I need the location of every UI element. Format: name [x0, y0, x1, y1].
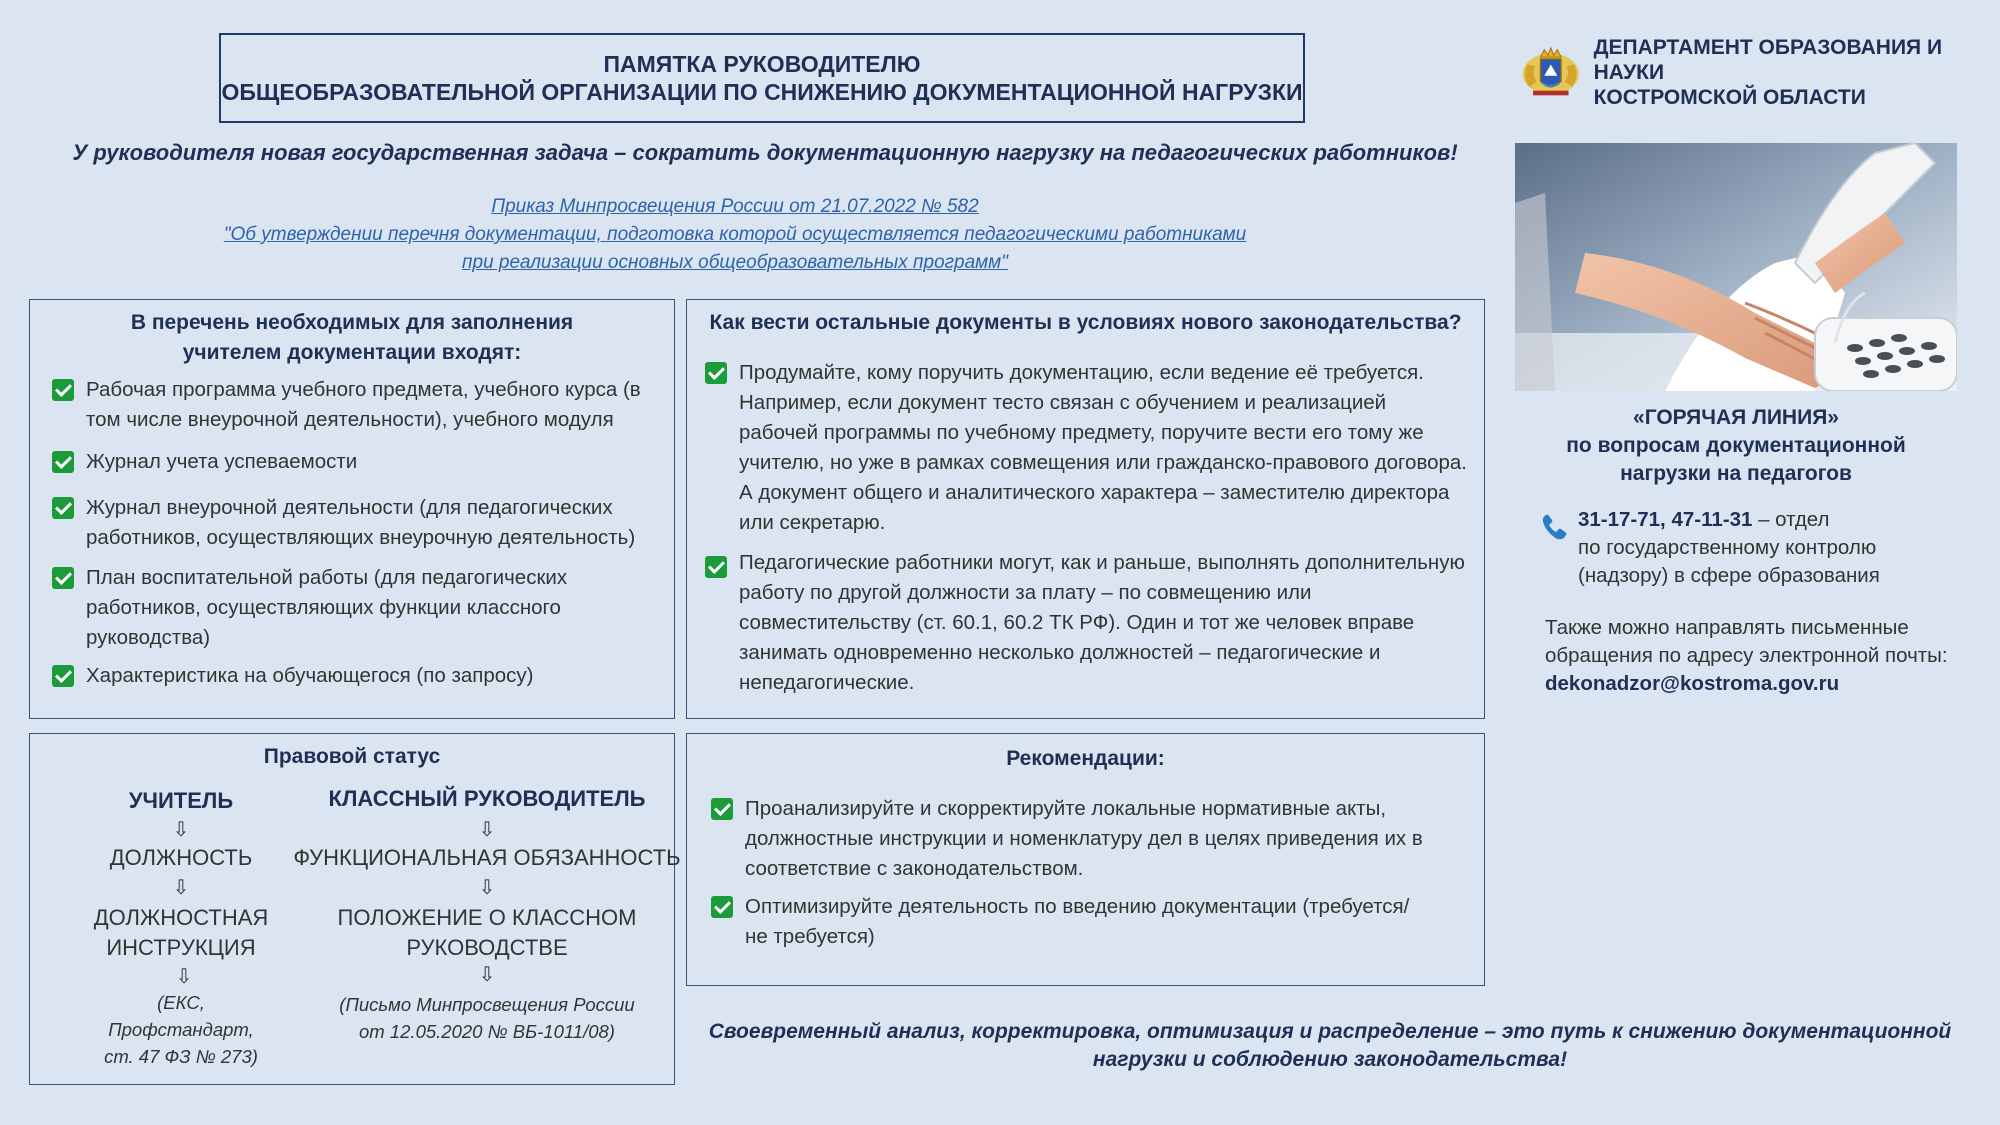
- list-item: Оптимизируйте деятельность по введению документации (требуется/ не требуется): [711, 892, 1431, 952]
- title-line-2: ОБЩЕОБРАЗОВАТЕЛЬНОЙ ОРГАНИЗАЦИИ ПО СНИЖЕНИЮ ДОКУМЕНТАЦИОННОЙ НАГРУЗКИ: [221, 79, 1303, 105]
- subtitle: У руководителя новая государственная задача – сократить документационную нагрузку на педагогических работников!: [72, 140, 1458, 165]
- checkbox-checked-icon: [705, 556, 727, 578]
- list-item: Рабочая программа учебного предмета, учебного курса (в том числе внеурочной деятельности), учебного модуля: [52, 375, 662, 435]
- other-docs-heading: Как вести остальные документы в условиях нового законодательства?: [709, 311, 1462, 334]
- hotline-phones[interactable]: 31-17-71, 47-11-31: [1578, 508, 1753, 531]
- required-docs-panel: [29, 299, 675, 719]
- order-line-3[interactable]: при реализации основных общеобразовательных программ": [462, 252, 1008, 273]
- teacher-label: УЧИТЕЛЬ: [128, 788, 234, 813]
- checkbox-checked-icon: [705, 362, 727, 384]
- recommendations-heading: Рекомендации:: [1006, 747, 1165, 770]
- hotline-contacts: 31-17-71, 47-11-31 – отдел по государственному контролю (надзору) в сфере образования: [1540, 506, 1960, 590]
- checkbox-checked-icon: [52, 451, 74, 473]
- order-link[interactable]: [200, 193, 1270, 277]
- legal-status-heading: Правовой статус: [263, 745, 441, 768]
- down-arrow-icon: ⇩: [478, 819, 496, 841]
- checkbox-checked-icon: [52, 379, 74, 401]
- class-teacher-legal-reference: (Письмо Минпросвещения России от 12.05.2020 № ВБ-1011/08): [339, 994, 635, 1042]
- email-contact: [1545, 614, 1965, 698]
- dept-name-line-1: ДЕПАРТАМЕНТ ОБРАЗОВАНИЯ И НАУКИ: [1593, 35, 1943, 84]
- department-header: [1520, 35, 1990, 109]
- down-arrow-icon: ⇩: [172, 877, 190, 899]
- class-teacher-label: КЛАССНЫЙ РУКОВОДИТЕЛЬ: [328, 786, 646, 811]
- email-link[interactable]: dekonadzor@kostroma.gov.ru: [1545, 672, 1840, 695]
- checkbox-checked-icon: [711, 798, 733, 820]
- page-title: [219, 33, 1305, 123]
- required-docs-heading-2: учителем документации входят:: [182, 341, 522, 364]
- list-item: Журнал внеурочной деятельности (для педагогических работников, осуществляющих внеурочную деятельность): [52, 493, 662, 553]
- phone-photo: [1515, 143, 1957, 391]
- checkbox-checked-icon: [52, 567, 74, 589]
- other-docs-panel: [686, 299, 1485, 719]
- regulation-label: ПОЛОЖЕНИЕ О КЛАССНОМ РУКОВОДСТВЕ: [337, 905, 637, 960]
- required-docs-heading-1: В перечень необходимых для заполнения: [130, 311, 574, 334]
- job-instruction-label: ДОЛЖНОСТНАЯ ИНСТРУКЦИЯ: [93, 905, 269, 960]
- footer-slogan: Своевременный анализ, корректировка, оптимизация и распределение – это путь к снижению документационной нагрузки и соблюдению законодательства!: [708, 1020, 1952, 1071]
- title-line-1: ПАМЯТКА РУКОВОДИТЕЛЮ: [603, 51, 921, 77]
- email-intro: Также можно направлять письменные обращения по адресу электронной почты:: [1545, 616, 1948, 667]
- list-item: Педагогические работники могут, как и раньше, выполнять дополнительную работу по другой должности за плату – по совмещению или совместительству (ст. 60.1, 60.2 ТК РФ). Один и тот же человек вправе занимать одновременно несколько должностей – педагогические и непедагогические.: [705, 548, 1467, 698]
- phone-icon: [1540, 512, 1570, 542]
- list-item: Проанализируйте и скорректируйте локальные нормативные акты, должностные инструкции и номенклатуру дел в целях приведения их в соответствие с законодательством.: [711, 794, 1431, 884]
- hotline-heading: «ГОРЯЧАЯ ЛИНИЯ» по вопросам документационной нагрузки на педагогов: [1566, 406, 1906, 485]
- checkbox-checked-icon: [52, 665, 74, 687]
- checkbox-checked-icon: [52, 497, 74, 519]
- position-label: ДОЛЖНОСТЬ: [109, 845, 253, 870]
- down-arrow-icon: ⇩: [478, 877, 496, 899]
- list-item: Характеристика на обучающегося (по запросу): [52, 661, 662, 691]
- list-item: План воспитательной работы (для педагогических работников, осуществляющих функции классного руководства): [52, 563, 662, 653]
- functional-duty-label: ФУНКЦИОНАЛЬНАЯ ОБЯЗАННОСТЬ: [293, 845, 681, 870]
- order-line-1[interactable]: Приказ Минпросвещения России от 21.07.2022 № 582: [491, 196, 979, 217]
- coat-of-arms-icon: [1520, 42, 1582, 102]
- down-arrow-icon: ⇩: [478, 964, 496, 986]
- down-arrow-icon: ⇩: [172, 819, 190, 841]
- recommendations-panel: [686, 733, 1485, 986]
- legal-status-panel: [29, 733, 681, 1085]
- checkbox-checked-icon: [711, 896, 733, 918]
- down-arrow-icon: ⇩: [175, 966, 193, 988]
- dept-name-line-2: КОСТРОМСКОЙ ОБЛАСТИ: [1593, 85, 1866, 109]
- order-line-2[interactable]: "Об утверждении перечня документации, подготовка которой осуществляется педагогическими работниками: [223, 224, 1247, 245]
- list-item: Продумайте, кому поручить документацию, если ведение её требуется. Например, если документ тесто связан с обучением и реализацией рабочей программы по учебному предмету, поручите вести его тому же учителю, но уже в рамках совмещения или гражданско-правового договора. А документ общего и аналитического характера – заместителю директора или секретарю.: [705, 358, 1467, 538]
- list-item: Журнал учета успеваемости: [52, 447, 662, 477]
- teacher-legal-reference: (ЕКС, Профстандарт, ст. 47 ФЗ № 273): [104, 992, 258, 1067]
